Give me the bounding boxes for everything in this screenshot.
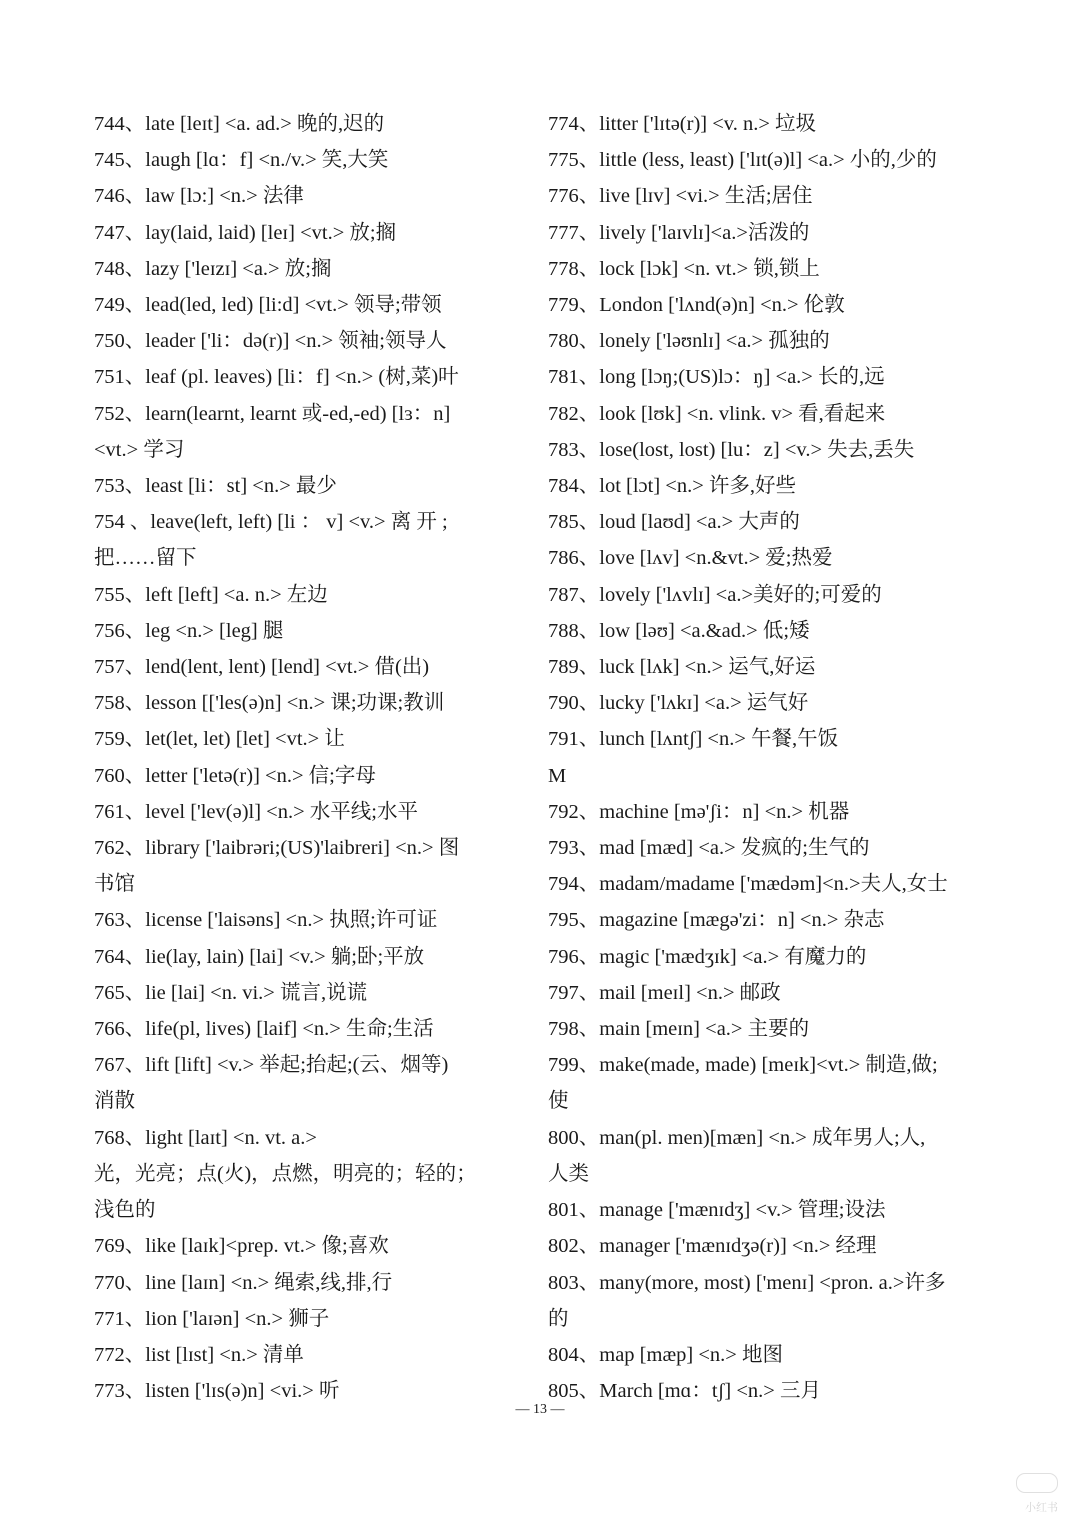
entry-text: lovely ['lʌvlɪ] <a.>美好的;可爱的: [599, 583, 882, 606]
entry-number: 745、: [94, 149, 146, 172]
entry-number: 762、: [94, 837, 146, 860]
vocab-entry: [94, 142, 514, 178]
vocab-entry: [94, 1337, 514, 1373]
entry-text: light [laɪt] <n. vt. a.>: [145, 1126, 317, 1149]
entry-text: map [mæp] <n.> 地图: [599, 1343, 783, 1366]
entry-text: little (less, least) ['lɪt(ə)l] <a.> 小的,少的: [599, 149, 937, 172]
entry-number: 746、: [94, 185, 146, 208]
entry-text: mail [meɪl] <n.> 邮政: [599, 981, 781, 1004]
entry-text: lie [lai] <n. vi.> 谎言,说谎: [145, 981, 368, 1004]
entry-number: 770、: [94, 1271, 146, 1294]
vocab-entry: [548, 685, 988, 721]
vocab-entry: [94, 287, 514, 323]
entry-continuation: 光，光亮；点(火)，点燃，明亮的；轻的；: [94, 1162, 477, 1185]
entry-number: 768、: [94, 1126, 146, 1149]
entry-text: madam/madame ['mædəm]<n.>夫人,女士: [599, 873, 948, 896]
entry-number: 783、: [548, 438, 600, 461]
entry-number: 789、: [548, 656, 600, 679]
entry-text: leave(left, left) [li ： v] <v.> 离 开 ;: [150, 511, 448, 534]
entry-text: lend(lent, lent) [lend] <vt.> 借(出): [145, 656, 430, 679]
entry-number: 802、: [548, 1235, 600, 1258]
vocab-entry: [94, 106, 514, 142]
vocab-entry: [94, 215, 514, 251]
entry-text: luck [lʌk] <n.> 运气,好运: [599, 656, 816, 679]
entry-text: low [ləʊ] <a.&ad.> 低;矮: [599, 619, 810, 642]
entry-text: lot [lɔt] <n.> 许多,好些: [599, 475, 797, 498]
entry-text: leg <n.> [leg] 腿: [145, 619, 284, 642]
vocab-entry: [94, 649, 514, 685]
entry-text: lonely ['ləʊnlɪ] <a.> 孤独的: [599, 330, 830, 353]
entry-number: 798、: [548, 1018, 600, 1041]
entry-number: 773、: [94, 1380, 146, 1403]
entry-text: lively ['laɪvlɪ]<a.>活泼的: [599, 221, 810, 244]
entry-number: 749、: [94, 294, 146, 317]
vocab-entry: [94, 830, 514, 902]
section-letter: [548, 758, 988, 794]
vocab-entry: [548, 1228, 988, 1264]
entry-text: long [lɔŋ;(US)lɔ：ŋ] <a.> 长的,远: [599, 366, 885, 389]
entry-number: 778、: [548, 257, 600, 280]
vocab-entry: [94, 613, 514, 649]
entry-text: license ['laisəns] <n.> 执照;许可证: [145, 909, 438, 932]
vocab-entry: [94, 396, 514, 468]
watermark: [1016, 1473, 1058, 1516]
vocab-entry: [94, 794, 514, 830]
vocab-entry: [94, 359, 514, 395]
entry-number: 804、: [548, 1343, 600, 1366]
vocab-entry: [548, 794, 988, 830]
entry-text: London ['lʌnd(ə)n] <n.> 伦敦: [599, 294, 845, 317]
entry-text: March [mɑ：tʃ] <n.> 三月: [599, 1380, 821, 1403]
vocab-entry: [94, 975, 514, 1011]
entry-number: 782、: [548, 402, 600, 425]
vocab-entry: [94, 1228, 514, 1264]
vocab-entry: [548, 1337, 988, 1373]
vocab-entry: [548, 504, 988, 540]
entry-number: 775、: [548, 149, 600, 172]
entry-text: laugh [lɑ：f] <n./v.> 笑,大笑: [145, 149, 389, 172]
vocab-entry: [548, 106, 988, 142]
entry-text: learn(learnt, learnt 或-ed,-ed) [lɜ：n]: [145, 402, 451, 425]
vocab-entry: [94, 721, 514, 757]
entry-continuation: 人类: [548, 1162, 589, 1185]
entry-number: 760、: [94, 764, 146, 787]
vocab-entry: [548, 142, 988, 178]
entry-number: 744、: [94, 113, 146, 135]
entry-text: live [lɪv] <vi.> 生活;居住: [599, 185, 813, 208]
right-column: [548, 106, 988, 1409]
entry-number: 787、: [548, 583, 600, 606]
entry-text: line [laɪn] <n.> 绳索,线,排,行: [145, 1271, 393, 1294]
page-number: — 13 —: [515, 1402, 565, 1417]
vocab-entry: [548, 975, 988, 1011]
entry-number: 800、: [548, 1126, 600, 1149]
vocab-entry: [548, 215, 988, 251]
entry-text: lie(lay, lain) [lai] <v.> 躺;卧;平放: [145, 945, 425, 968]
entry-text: leader ['li：də(r)] <n.> 领袖;领导人: [145, 330, 447, 353]
entry-number: 792、: [548, 800, 600, 823]
entry-number: 747、: [94, 221, 146, 244]
entry-text: main [meɪn] <a.> 主要的: [599, 1018, 810, 1041]
left-column: [94, 106, 514, 1409]
entry-text: man(pl. men)[mæn] <n.> 成年男人;人,: [599, 1126, 926, 1149]
entry-number: 780、: [548, 330, 600, 353]
vocab-entry: [548, 1265, 988, 1337]
entry-number: 765、: [94, 981, 146, 1004]
entry-number: 777、: [548, 221, 600, 244]
entry-text: love [lʌv] <n.&vt.> 爱;热爱: [599, 547, 833, 570]
entry-text: like [laɪk]<prep. vt.> 像;喜欢: [145, 1235, 389, 1258]
vocab-entry: [94, 902, 514, 938]
entry-number: 769、: [94, 1235, 146, 1258]
entry-number: 796、: [548, 945, 600, 968]
entry-text: many(more, most) ['menɪ] <pron. a.>许多: [599, 1271, 946, 1294]
entry-number: 766、: [94, 1018, 146, 1041]
entry-text: lucky ['lʌkɪ] <a.> 运气好: [599, 692, 809, 715]
entry-text: magazine [mægə'zi：n] <n.> 杂志: [599, 909, 885, 932]
entry-number: 801、: [548, 1199, 600, 1222]
entry-text: make(made, made) [meɪk]<vt.> 制造,做;: [599, 1054, 938, 1077]
entry-number: 756、: [94, 619, 146, 642]
vocab-entry: [94, 1265, 514, 1301]
entry-text: litter ['lɪtə(r)] <v. n.> 垃圾: [599, 113, 817, 135]
entry-number: 786、: [548, 547, 600, 570]
vocab-entry: [548, 396, 988, 432]
vocab-entry: [94, 1047, 514, 1119]
vocab-entry: [94, 178, 514, 214]
entry-number: 748、: [94, 257, 146, 280]
vocab-entry: [94, 251, 514, 287]
entry-text: late [leɪt] <a. ad.> 晚的,迟的: [145, 113, 385, 135]
entry-number: 790、: [548, 692, 600, 715]
entry-text: machine [mə'ʃi：n] <n.> 机器: [599, 800, 850, 823]
entry-continuation: 把……留下: [94, 547, 197, 570]
vocab-entry: [548, 540, 988, 576]
vocab-entry: [548, 1120, 988, 1192]
entry-number: 752、: [94, 402, 146, 425]
vocab-entry: [548, 939, 988, 975]
vocab-entry: [548, 287, 988, 323]
entry-continuation: 的: [548, 1307, 569, 1330]
entry-text: let(let, let) [let] <vt.> 让: [145, 728, 345, 751]
vocab-entry: [94, 468, 514, 504]
entry-text: lead(led, led) [li:d] <vt.> 领导;带领: [145, 294, 442, 317]
entry-number: 774、: [548, 113, 600, 135]
entry-number: 784、: [548, 475, 600, 498]
entry-number: 758、: [94, 692, 146, 715]
entry-number: 799、: [548, 1054, 600, 1077]
entry-text: level ['lev(ə)l] <n.> 水平线;水平: [145, 800, 418, 823]
entry-text: lunch [lʌntʃ] <n.> 午餐,午饭: [599, 728, 839, 751]
entry-number: 781、: [548, 366, 600, 389]
entry-number: 797、: [548, 981, 600, 1004]
vocab-entry: [548, 432, 988, 468]
entry-number: 754 、: [94, 511, 151, 534]
entry-text: lay(laid, laid) [leɪ] <vt.> 放;搁: [145, 221, 397, 244]
entry-text: manager ['mænɪdʒə(r)] <n.> 经理: [599, 1235, 877, 1258]
vocab-entry: [548, 721, 988, 757]
vocab-entry: [548, 359, 988, 395]
entry-text: least [li：st] <n.> 最少: [145, 475, 337, 498]
vocab-entry: [94, 323, 514, 359]
entry-text: lock [lɔk] <n. vt.> 锁,锁上: [599, 257, 820, 280]
vocab-entry: [548, 1192, 988, 1228]
entry-number: 795、: [548, 909, 600, 932]
vocab-entry: [548, 866, 988, 902]
entry-number: 776、: [548, 185, 600, 208]
entry-text: listen ['lɪs(ə)n] <vi.> 听: [145, 1380, 340, 1403]
vocab-entry: [548, 902, 988, 938]
entry-number: 755、: [94, 583, 146, 606]
vocab-entry: [94, 577, 514, 613]
entry-text: letter ['letə(r)] <n.> 信;字母: [145, 764, 376, 787]
entry-number: 779、: [548, 294, 600, 317]
entry-number: 750、: [94, 330, 146, 353]
vocab-entry: [548, 830, 988, 866]
entry-number: 764、: [94, 945, 146, 968]
vocab-entry: [548, 613, 988, 649]
entry-number: 772、: [94, 1343, 146, 1366]
entry-number: 785、: [548, 511, 600, 534]
entry-number: 791、: [548, 728, 600, 751]
vocab-entry: [548, 178, 988, 214]
entry-number: 805、: [548, 1380, 600, 1403]
entry-text: magic ['mædʒɪk] <a.> 有魔力的: [599, 945, 867, 968]
entry-text: mad [mæd] <a.> 发疯的;生气的: [599, 837, 870, 860]
vocab-entry: [94, 1011, 514, 1047]
entry-number: 771、: [94, 1307, 146, 1330]
vocab-entry: [548, 577, 988, 613]
entry-text: library ['laibrəri;(US)'laibreri] <n.> 图: [145, 837, 460, 860]
entry-number: 759、: [94, 728, 146, 751]
vocab-entry: [94, 1301, 514, 1337]
entry-text: lesson [['les(ə)n] <n.> 课;功课;教训: [145, 692, 445, 715]
entry-number: 767、: [94, 1054, 146, 1077]
entry-text: look [lʊk] <n. vlink. v> 看,看起来: [599, 402, 886, 425]
entry-number: 794、: [548, 873, 600, 896]
entry-text: lazy ['leɪzɪ] <a.> 放;搁: [145, 257, 332, 280]
watermark-text: 小红书: [1025, 1502, 1058, 1514]
entry-text: lose(lost, lost) [lu：z] <v.> 失去,丢失: [599, 438, 915, 461]
vocab-entry: [94, 1120, 514, 1229]
entry-number: 751、: [94, 366, 146, 389]
entry-number: 757、: [94, 656, 146, 679]
vocab-entry: [548, 1011, 988, 1047]
entry-text: loud [laʊd] <a.> 大声的: [599, 511, 800, 534]
vocab-entry: [548, 649, 988, 685]
vocab-entry: [94, 758, 514, 794]
entry-continuation: 浅色的: [94, 1199, 156, 1222]
entry-text: list [lɪst] <n.> 清单: [145, 1343, 304, 1366]
entry-text: law [lɔ:] <n.> 法律: [145, 185, 304, 208]
entry-number: 793、: [548, 837, 600, 860]
watermark-logo-icon: [1016, 1473, 1058, 1493]
vocab-entry: [548, 1047, 988, 1119]
vocab-entry: [548, 468, 988, 504]
vocab-entry: [94, 504, 514, 576]
entry-text: lift [lift] <v.> 举起;抬起;(云、烟等): [145, 1054, 449, 1077]
vocab-entry: [94, 685, 514, 721]
entry-continuation: <vt.> 学习: [94, 438, 185, 461]
entry-number: 761、: [94, 800, 146, 823]
entry-number: 763、: [94, 909, 146, 932]
entry-text: life(pl, lives) [laif] <n.> 生命;生活: [145, 1018, 434, 1041]
entry-number: 753、: [94, 475, 146, 498]
vocab-entry: [94, 939, 514, 975]
entry-continuation: 书馆: [94, 873, 135, 896]
entry-text: left [left] <a. n.> 左边: [145, 583, 328, 606]
vocab-entry: [548, 251, 988, 287]
entry-text: manage ['mænɪdʒ] <v.> 管理;设法: [599, 1199, 886, 1222]
entry-number: 788、: [548, 619, 600, 642]
vocab-entry: [548, 323, 988, 359]
entry-number: 803、: [548, 1271, 600, 1294]
entry-text: leaf (pl. leaves) [li：f] <n.> (树,菜)叶: [145, 366, 459, 389]
section-letter-text: M: [548, 764, 567, 787]
entry-text: lion ['laɪən] <n.> 狮子: [145, 1307, 330, 1330]
entry-continuation: 消散: [94, 1090, 135, 1113]
entry-continuation: 使: [548, 1090, 569, 1113]
